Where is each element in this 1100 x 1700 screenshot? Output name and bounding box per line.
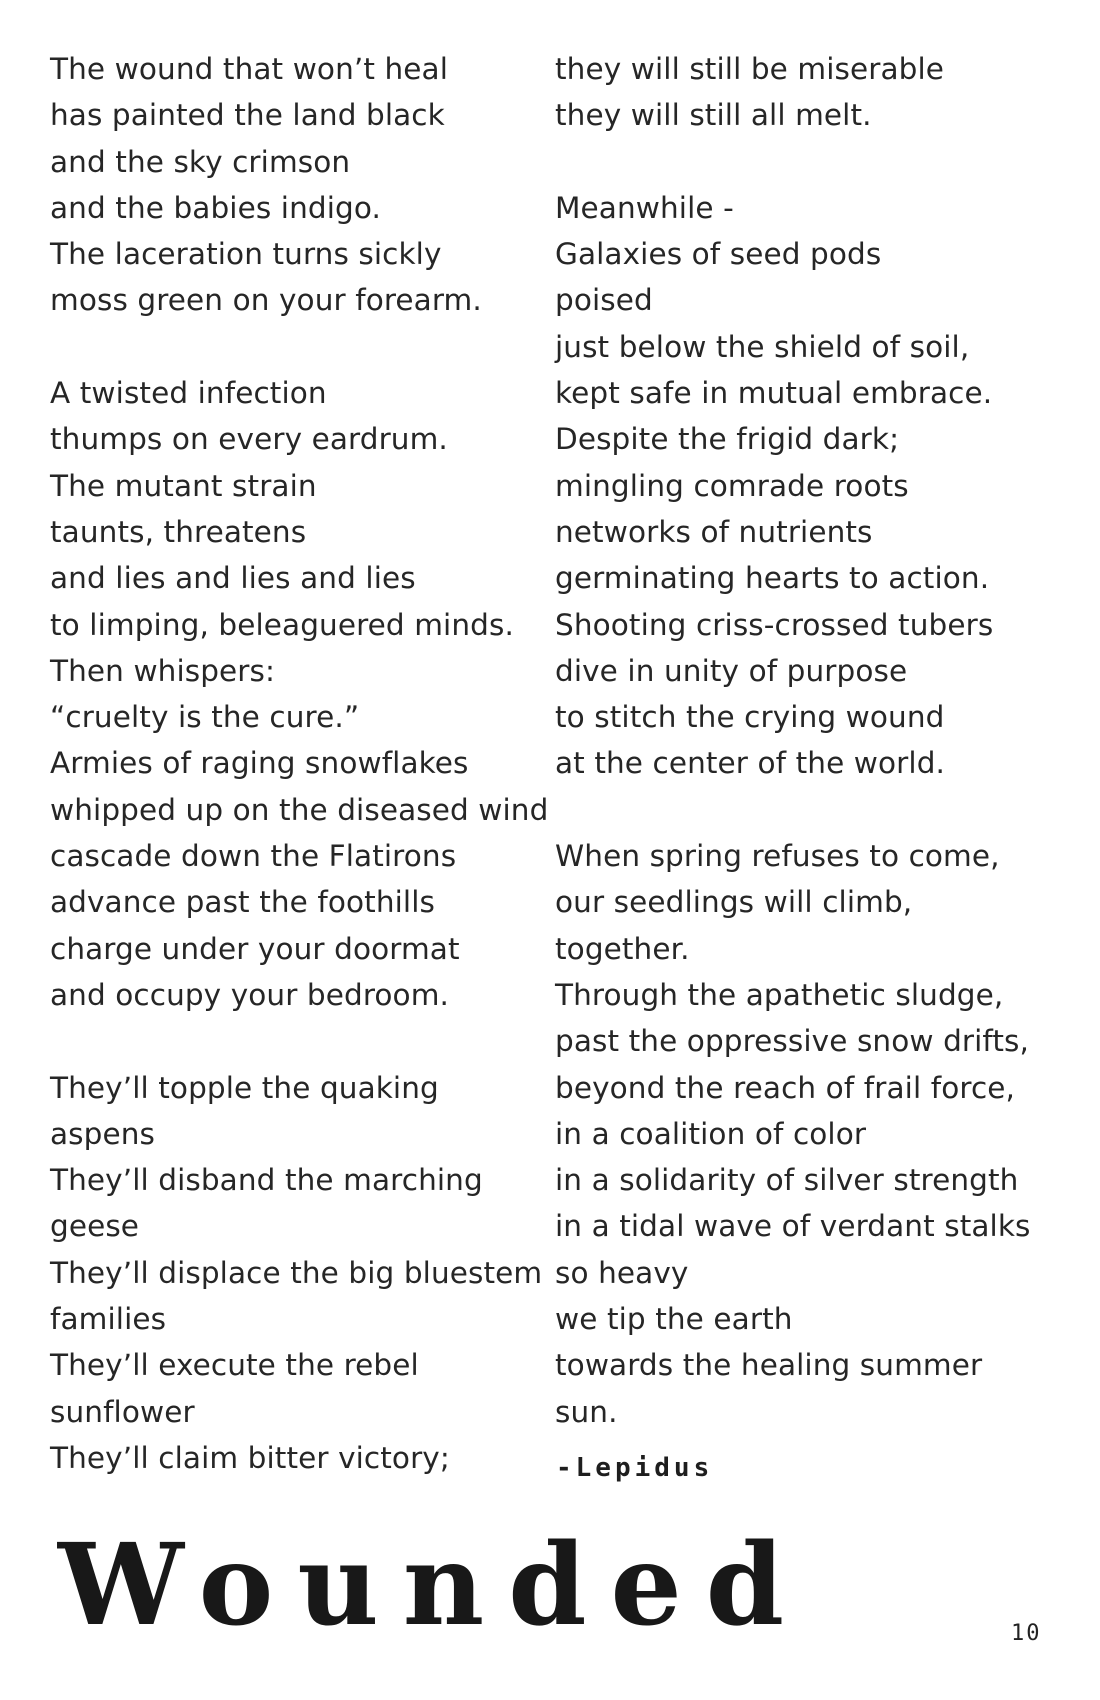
poem-line: to stitch the crying wound (555, 700, 945, 735)
poem-line: they will still be miserable (555, 52, 945, 86)
poem-line: they will still all melt. (555, 98, 872, 133)
poem-line: moss green on your forearm. (50, 283, 482, 318)
poem-line: together. (555, 931, 690, 966)
poem-line: in a coalition of color (555, 1116, 867, 1151)
poem-line: mingling comrade roots (555, 468, 909, 503)
poem-line: Despite the frigid dark; (555, 422, 900, 457)
poem-line: and occupy your bedroom. (50, 977, 450, 1012)
poem-line: They’ll execute the rebel (50, 1348, 419, 1383)
poem-line: towards the healing summer (555, 1348, 983, 1383)
poem-line: poised (555, 283, 653, 318)
poem-line: sunflower (50, 1394, 195, 1429)
stanza-break (50, 1018, 570, 1064)
poem-line: Galaxies of seed pods (555, 237, 882, 272)
poem-line: A twisted infection (50, 376, 327, 411)
poem-line: They’ll disband the marching (50, 1163, 483, 1198)
stanza-break (555, 139, 1075, 185)
poem-line: sun. (555, 1394, 618, 1429)
poem-line: cascade down the Flatirons (50, 839, 457, 874)
page-number: 10 (1011, 1621, 1042, 1646)
poem-line: dive in unity of purpose (555, 653, 908, 688)
poem-right-column (555, 46, 1075, 1435)
poem-left-column (50, 46, 570, 1481)
poem-line: so heavy (555, 1255, 689, 1290)
poem-line: just below the shield of soil, (555, 329, 970, 364)
poem-line: The wound that won’t heal (50, 52, 449, 86)
poem-line: Armies of raging snowflakes (50, 746, 469, 781)
poem-line: They’ll displace the big bluestem (50, 1255, 543, 1290)
poem-line: in a solidarity of silver strength (555, 1163, 1019, 1198)
poem-line: “cruelty is the cure.” (50, 700, 360, 735)
poem-line: past the oppressive snow drifts, (555, 1024, 1030, 1059)
poem-line: and lies and lies and lies (50, 561, 416, 596)
poem-line: They’ll claim bitter victory; (50, 1440, 450, 1475)
poem-line: we tip the earth (555, 1302, 793, 1337)
poem-line: Then whispers: (50, 653, 276, 688)
poem-line: to limping, beleaguered minds. (50, 607, 514, 642)
stanza-break (50, 324, 570, 370)
poem-line: Meanwhile - (555, 190, 734, 225)
poem-line: kept safe in mutual embrace. (555, 376, 993, 411)
poem-line: thumps on every eardrum. (50, 422, 448, 457)
poem-line: When spring refuses to come, (555, 839, 1000, 874)
poem-line: our seedlings will climb, (555, 885, 913, 920)
poem-line: has painted the land black (50, 98, 445, 133)
poem-line: aspens (50, 1116, 155, 1151)
poem-line: whipped up on the diseased wind (50, 792, 549, 827)
poem-line: The laceration turns sickly (50, 237, 442, 272)
poem-line: beyond the reach of frail force, (555, 1070, 1016, 1105)
author-signature: -Lepidus (556, 1453, 714, 1483)
poem-line: taunts, threatens (50, 514, 307, 549)
poem-line: families (50, 1302, 167, 1337)
poem-line: geese (50, 1209, 140, 1244)
poem-title: Wounded (58, 1520, 809, 1651)
poem-line: and the babies indigo. (50, 190, 381, 225)
stanza-break (555, 787, 1075, 833)
poem-line: advance past the foothills (50, 885, 435, 920)
poem-line: charge under your doormat (50, 931, 460, 966)
poem-line: networks of nutrients (555, 514, 873, 549)
poem-line: Shooting criss-crossed tubers (555, 607, 994, 642)
poem-line: at the center of the world. (555, 746, 946, 781)
poem-line: germinating hearts to action. (555, 561, 990, 596)
poem-line: They’ll topple the quaking (50, 1070, 439, 1105)
poem-line: in a tidal wave of verdant stalks (555, 1209, 1031, 1244)
poem-line: and the sky crimson (50, 144, 351, 179)
poem-line: Through the apathetic sludge, (555, 977, 1004, 1012)
poem-line: The mutant strain (50, 468, 317, 503)
